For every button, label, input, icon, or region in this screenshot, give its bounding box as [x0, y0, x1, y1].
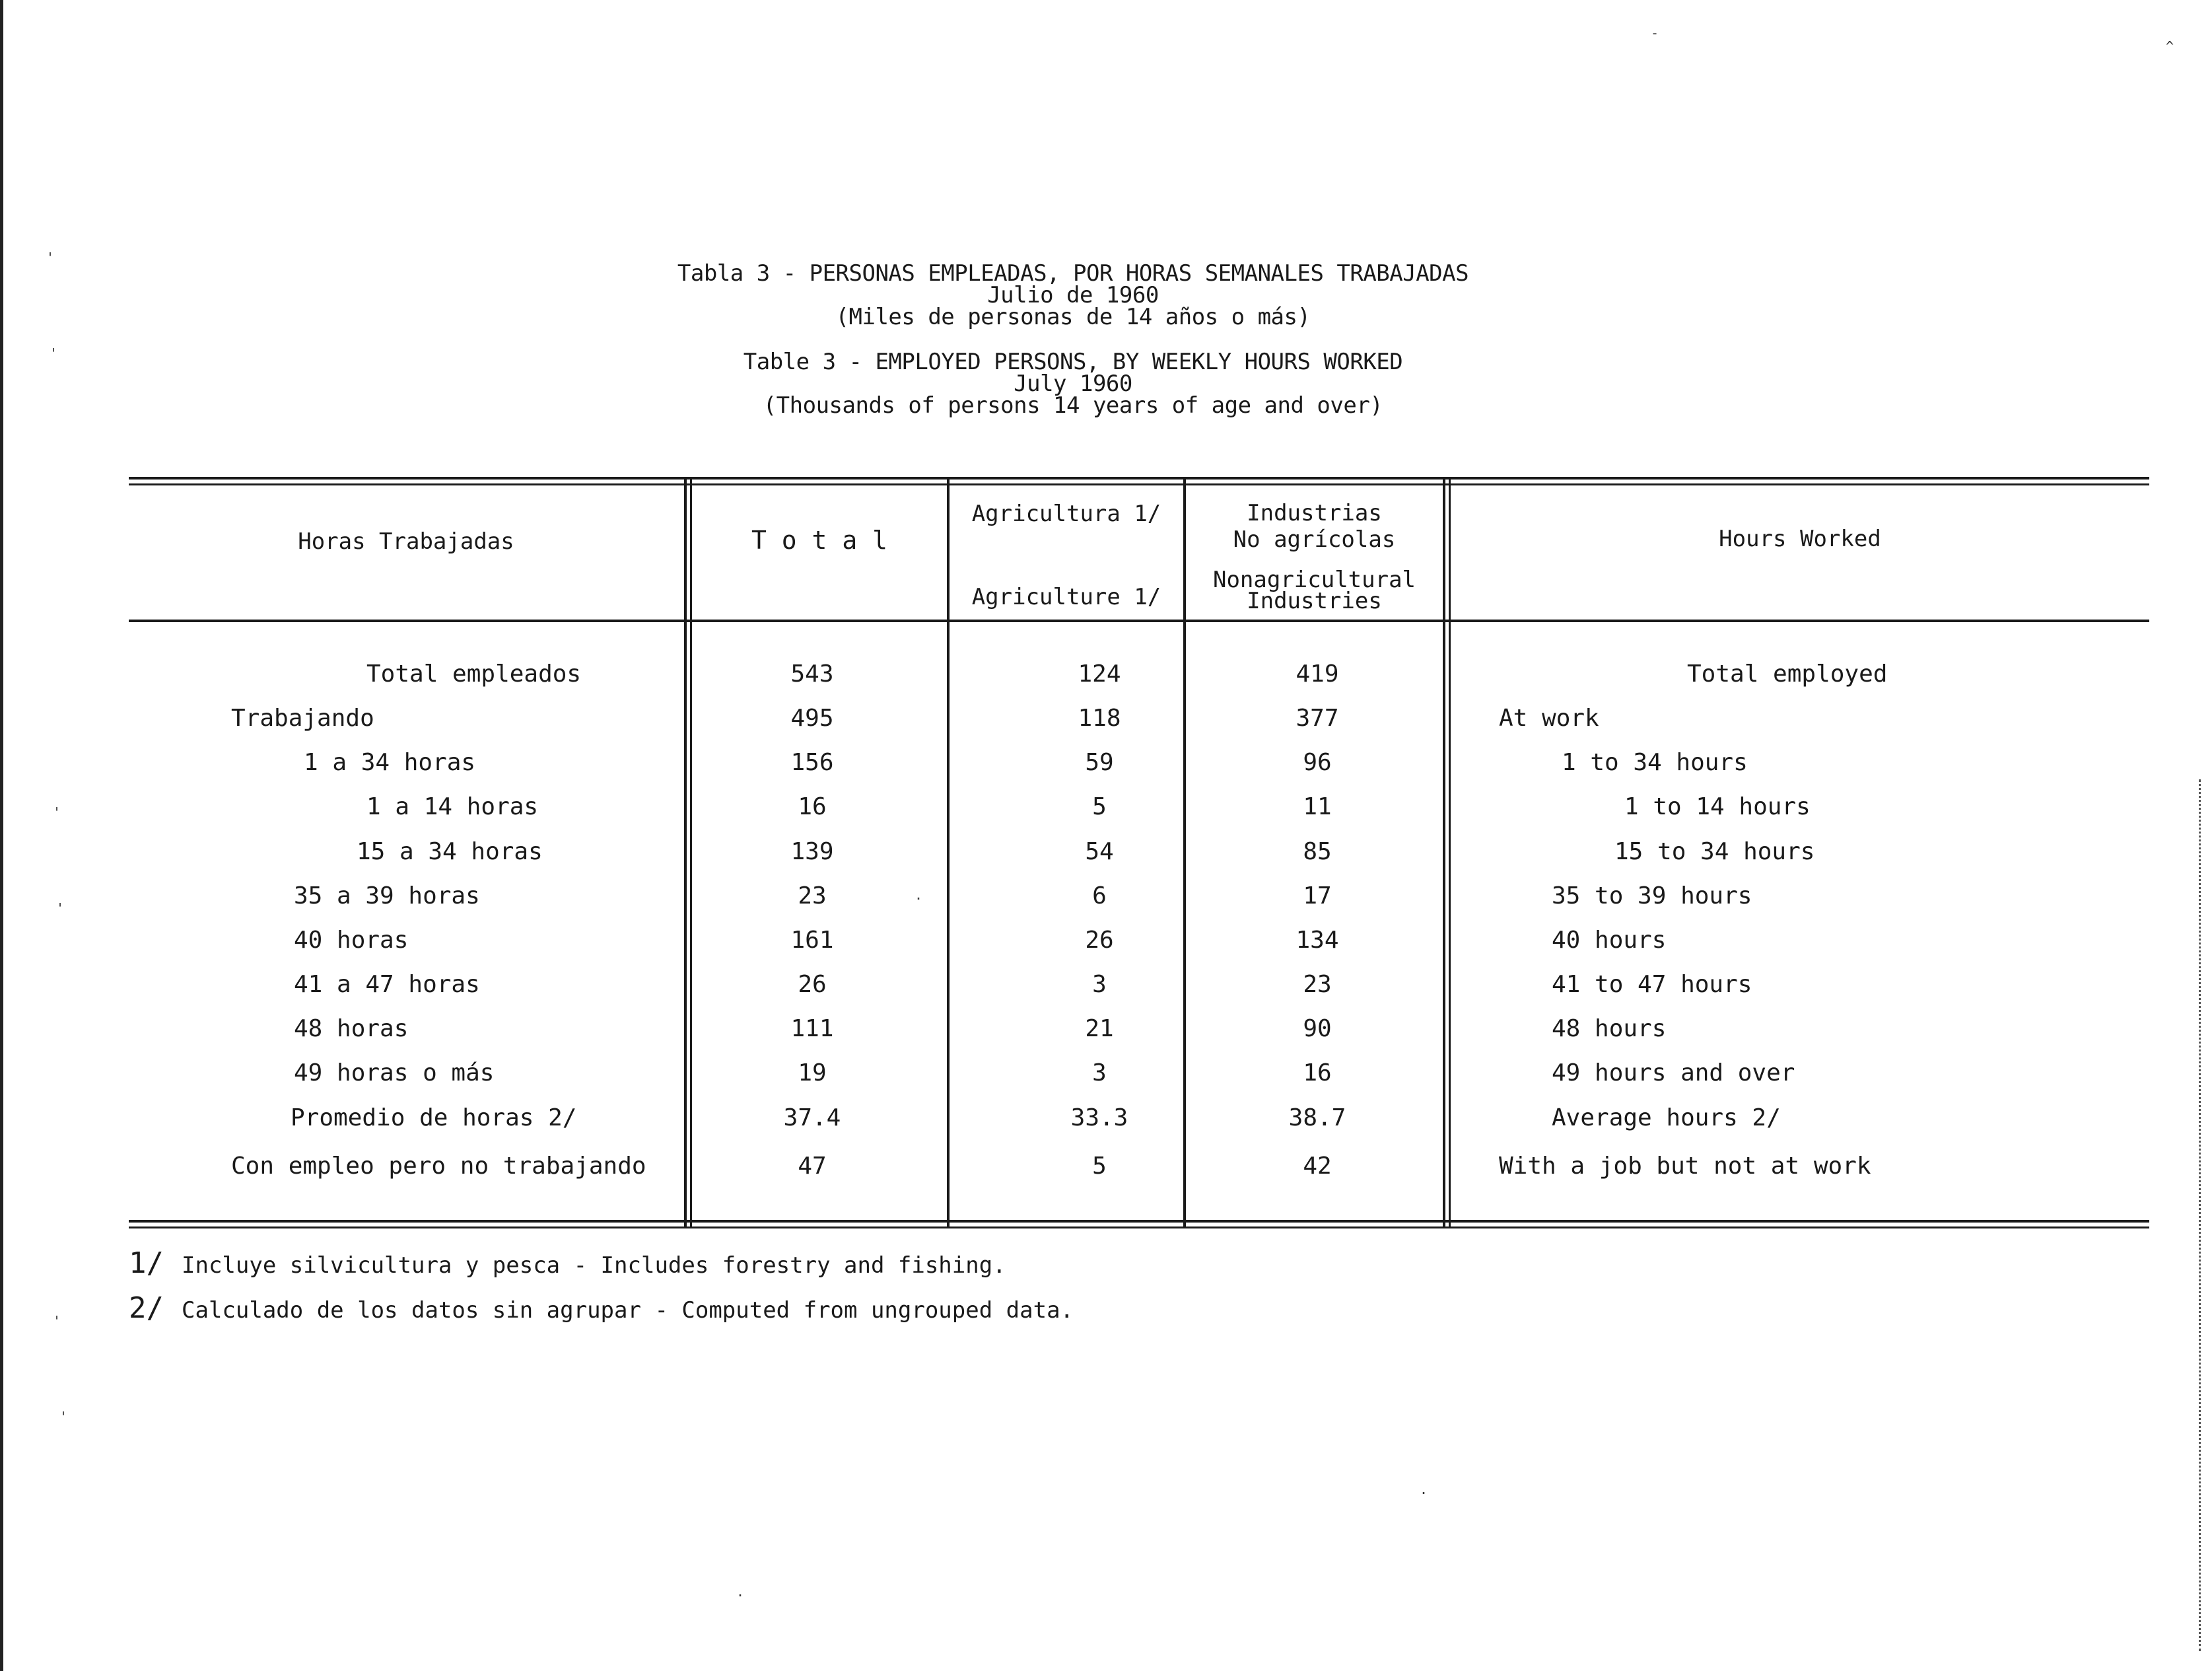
header-bottom-rule: [129, 620, 2149, 622]
header-nonagri-en-2: Industries: [1247, 588, 1382, 614]
scan-speck: -: [1651, 25, 1659, 41]
row-label-en: 1 to 34 hours: [1562, 749, 1748, 776]
cell-agriculture: 33.3: [1070, 1104, 1128, 1131]
scan-speck: .: [736, 1584, 745, 1600]
table-top-rule: [129, 477, 2149, 480]
scan-speck: .: [915, 887, 923, 903]
header-nonagri-en-1: Nonagricultural: [1212, 567, 1416, 593]
row-label-en: 1 to 14 hours: [1624, 793, 1811, 820]
table-bottom-rule: [129, 1227, 2149, 1228]
row-label-es: 40 horas: [294, 927, 409, 954]
header-nonagri-es-2: No agrícolas: [1233, 526, 1396, 553]
cell-total: 111: [790, 1015, 834, 1042]
header-agri-en: Agriculture 1/: [971, 584, 1161, 610]
title-es-line1: Tabla 3 - PERSONAS EMPLEADAS, POR HORAS SEMANALES TRABAJADAS: [677, 260, 1469, 287]
title-es-line3: (Miles de personas de 14 años o más): [835, 304, 1311, 330]
cell-agriculture: 6: [1092, 882, 1107, 909]
cell-agriculture: 118: [1078, 705, 1121, 732]
row-label-es: Con empleo pero no trabajando: [231, 1153, 646, 1180]
cell-total: 543: [790, 660, 834, 688]
page-right-edge: [2199, 779, 2203, 1651]
scan-speck: ': [50, 345, 58, 361]
cell-agriculture: 5: [1092, 1153, 1107, 1180]
title-english: [0, 351, 2146, 417]
cell-total: 26: [798, 971, 827, 998]
title-en-line3: (Thousands of persons 14 years of age and over): [763, 392, 1383, 419]
row-label-es: 41 a 47 horas: [294, 971, 480, 998]
row-label-es: 1 a 14 horas: [366, 793, 539, 820]
scan-speck: ': [59, 1409, 68, 1425]
row-label-es: 49 horas o más: [294, 1059, 495, 1086]
cell-total: 19: [798, 1059, 827, 1086]
cell-nonagricultural: 17: [1303, 882, 1332, 909]
cell-agriculture: 26: [1085, 927, 1114, 954]
title-spanish: [0, 260, 2146, 330]
title-en-line1: Table 3 - EMPLOYED PERSONS, BY WEEKLY HOURS WORKED: [743, 349, 1403, 375]
cell-nonagricultural: 42: [1303, 1153, 1332, 1180]
cell-agriculture: 54: [1085, 838, 1114, 865]
footnote-2: [129, 1291, 1074, 1325]
cell-agriculture: 3: [1092, 971, 1107, 998]
cell-nonagricultural: 134: [1296, 927, 1339, 954]
scan-speck: ': [46, 250, 55, 266]
scan-speck: .: [1420, 1481, 1428, 1497]
cell-total: 161: [790, 927, 834, 954]
row-label-en: With a job but not at work: [1499, 1153, 1871, 1180]
footnote-text: Incluye silvicultura y pesca - Includes forestry and fishing.: [182, 1252, 1006, 1279]
cell-nonagricultural: 23: [1303, 971, 1332, 998]
row-label-es: 35 a 39 horas: [294, 882, 480, 909]
cell-agriculture: 124: [1078, 660, 1121, 688]
row-label-es: Total empleados: [366, 660, 582, 688]
scan-speck: ': [53, 804, 61, 820]
row-label-en: 48 hours: [1552, 1015, 1667, 1042]
header-nonagri-es-1: Industrias: [1247, 500, 1382, 526]
title-es-line2: Julio de 1960: [987, 282, 1159, 308]
cell-nonagricultural: 96: [1303, 749, 1332, 776]
title-en-line2: July 1960: [1014, 371, 1132, 397]
cell-nonagricultural: 90: [1303, 1015, 1332, 1042]
scan-speck: ^: [2166, 38, 2174, 54]
column-rule: [690, 477, 692, 1228]
footnote-mark: 1/: [129, 1246, 164, 1280]
row-label-es: Trabajando: [231, 705, 374, 732]
header-total: T o t a l: [751, 526, 887, 555]
column-rule: [684, 477, 687, 1228]
row-label-es: 48 horas: [294, 1015, 409, 1042]
header-hours-es: Horas Trabajadas: [298, 528, 514, 555]
scan-speck: ': [53, 1313, 61, 1329]
cell-agriculture: 5: [1092, 793, 1107, 820]
row-label-en: 40 hours: [1552, 927, 1667, 954]
scan-speck: ': [56, 900, 65, 916]
cell-total: 156: [790, 749, 834, 776]
footnote-1: [129, 1246, 1006, 1280]
row-label-es: 15 a 34 horas: [357, 838, 543, 865]
column-rule: [1443, 477, 1445, 1228]
row-label-en: Average hours 2/: [1552, 1104, 1781, 1131]
footnote-text: Calculado de los datos sin agrupar - Computed from ungrouped data.: [182, 1297, 1074, 1324]
cell-total: 23: [798, 882, 827, 909]
page-left-edge: [0, 0, 3, 1671]
row-label-en: 49 hours and over: [1552, 1059, 1795, 1086]
row-label-en: Total employed: [1687, 660, 1888, 688]
cell-nonagricultural: 419: [1296, 660, 1339, 688]
cell-nonagricultural: 16: [1303, 1059, 1332, 1086]
row-label-es: Promedio de horas 2/: [291, 1104, 577, 1131]
cell-nonagricultural: 38.7: [1288, 1104, 1346, 1131]
header-hours-en: Hours Worked: [1719, 526, 1881, 552]
cell-nonagricultural: 85: [1303, 838, 1332, 865]
cell-total: 37.4: [783, 1104, 841, 1131]
cell-total: 16: [798, 793, 827, 820]
header-agri-es: Agricultura 1/: [971, 501, 1161, 527]
row-label-es: 1 a 34 horas: [304, 749, 476, 776]
cell-total: 495: [790, 705, 834, 732]
footnote-mark: 2/: [129, 1291, 164, 1325]
cell-agriculture: 21: [1085, 1015, 1114, 1042]
row-label-en: 15 to 34 hours: [1614, 838, 1815, 865]
table-top-rule: [129, 483, 2149, 485]
cell-total: 139: [790, 838, 834, 865]
cell-agriculture: 59: [1085, 749, 1114, 776]
cell-agriculture: 3: [1092, 1059, 1107, 1086]
row-label-en: At work: [1499, 705, 1599, 732]
column-rule: [1449, 477, 1451, 1228]
row-label-en: 35 to 39 hours: [1552, 882, 1752, 909]
cell-nonagricultural: 11: [1303, 793, 1332, 820]
cell-total: 47: [798, 1153, 827, 1180]
table-bottom-rule: [129, 1220, 2149, 1223]
cell-nonagricultural: 377: [1296, 705, 1339, 732]
row-label-en: 41 to 47 hours: [1552, 971, 1752, 998]
